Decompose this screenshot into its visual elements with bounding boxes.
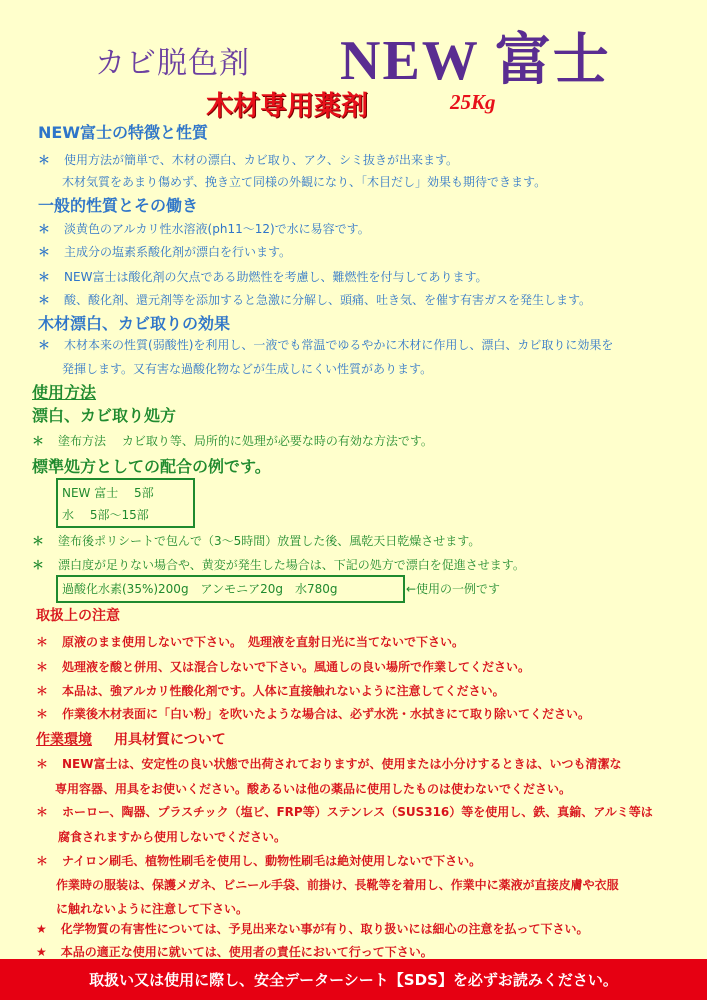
usage-heading: 使用方法 <box>32 383 97 402</box>
effect-heading: 木材漂白、カビ取りの効果 <box>38 314 231 333</box>
general-item-1-text: 淡黄色のアルカリ性水溶液(ph11～12)で水に易容です。 <box>64 222 370 236</box>
effect-line-1 <box>38 336 613 353</box>
environment-item-3-text: ナイロン刷毛、植物性刷毛を使用し、動物性刷毛は絶対使用しないで下さい。 <box>62 854 482 868</box>
bullet-asterisk: ＊ <box>36 707 49 721</box>
caution-item-1 <box>36 633 464 650</box>
star-note-1-text: 化学物質の有害性については、予見出来ない事が有り、取り扱いには細心の注意を払って下さい。 <box>60 922 589 936</box>
star-icon: ★ <box>36 922 47 936</box>
caution-item-4 <box>36 705 590 722</box>
product-name-title: NEW 富士 <box>340 30 611 92</box>
environment-item-3-line-2: 作業時の服装は、保護メガネ、ビニール手袋、前掛け、長靴等を着用し、作業中に薬液が直接皮膚や衣服 <box>56 878 619 892</box>
environment-heading <box>36 729 226 749</box>
environment-item-1-text: NEW富士は、安定性の良い状態で出荷されておりますが、使用または小分けするときは、いつも清潔な <box>62 757 622 771</box>
formula-text: 過酸化水素(35%)200g アンモニア20g 水780g <box>62 582 338 596</box>
caution-item-3-text: 本品は、強アルカリ性酸化剤です。人体に直接触れないように注意してください。 <box>62 684 505 698</box>
star-note-2 <box>36 943 433 960</box>
environment-item-3-line-3: に触れないように注意して下さい。 <box>56 902 249 916</box>
star-icon: ★ <box>36 945 47 959</box>
general-heading: 一般的性質とその働き <box>38 196 199 215</box>
caution-item-2 <box>36 658 530 675</box>
bullet-asterisk: ＊ <box>36 660 49 674</box>
sds-footer-text: 取扱い又は使用に際し、安全データーシート【SDS】を必ずお読みください。 <box>89 971 618 989</box>
general-item-2 <box>38 243 291 260</box>
bullet-asterisk: ＊ <box>36 684 49 698</box>
star-note-2-text: 本品の適正な使用に就いては、使用者の責任において行って下さい。 <box>60 945 433 959</box>
environment-item-2-line-2: 腐食されますから使用しないでください。 <box>58 830 287 844</box>
bullet-asterisk: ＊ <box>32 534 45 548</box>
recipe-line-1: NEW 富士 5部 <box>62 486 154 500</box>
features-item-2: 木材気質をあまり傷めず、挽き立て同様の外観になり、「木目だし」効果も期待できます。 <box>62 175 547 189</box>
environment-heading-a: 作業環境 <box>36 732 92 748</box>
product-category-title: カビ脱色剤 <box>95 46 250 81</box>
usage-subheading: 漂白、カビ取り処方 <box>32 406 177 425</box>
bullet-asterisk: ＊ <box>38 270 51 284</box>
features-item-1-text: 使用方法が簡単で、木材の漂白、カビ取り、アク、シミ抜きが出来ます。 <box>64 153 458 167</box>
caution-item-1-text: 原液のまま使用しないで下さい。 処理液を直射日光に当てないで下さい。 <box>62 635 465 649</box>
caution-heading: 取扱上の注意 <box>36 608 120 624</box>
general-item-1 <box>38 220 370 237</box>
general-item-3-text: NEW富士は酸化剤の欠点である助燃性を考慮し、難燃性を付与してあります。 <box>64 270 488 284</box>
star-note-1 <box>36 920 589 937</box>
environment-item-2 <box>36 803 653 820</box>
caution-item-3 <box>36 682 505 699</box>
general-item-2-text: 主成分の塩素系酸化剤が漂白を行います。 <box>64 245 292 259</box>
bullet-asterisk: ＊ <box>36 854 49 868</box>
general-item-4-text: 酸、酸化剤、還元剤等を添加すると急激に分解し、頭痛、吐き気、を催す有害ガスを発生します。 <box>64 293 592 307</box>
usage-after-2 <box>32 556 525 573</box>
sds-footer-banner <box>0 959 707 1000</box>
bullet-asterisk: ＊ <box>38 245 51 259</box>
recipe-line-2: 水 5部～15部 <box>62 508 149 522</box>
bullet-asterisk: ＊ <box>38 153 51 167</box>
formula-note: ←使用の一例です <box>406 582 501 596</box>
usage-after-2-text: 漂白度が足りない場合や、黄変が発生した場合は、下記の処方で漂白を促進させます。 <box>58 558 525 572</box>
effect-line-1-text: 木材本来の性質(弱酸性)を利用し、一液でも常温でゆるやかに木材に作用し、漂白、カビ取りに効果を <box>64 338 614 352</box>
environment-item-2-text: ホーロー、陶器、プラスチック（塩ビ、FRP等）ステンレス（SUS316）等を使用し、鉄、真鍮、アルミ等は <box>62 805 653 819</box>
product-subtitle: 木材専用薬剤 <box>206 91 368 122</box>
bullet-asterisk: ＊ <box>38 338 51 352</box>
usage-after-1-text: 塗布後ポリシートで包んで（3～5時間）放置した後、風乾天日乾燥させます。 <box>58 534 481 548</box>
bullet-asterisk: ＊ <box>38 293 51 307</box>
general-item-3 <box>38 268 487 285</box>
caution-item-2-text: 処理液を酸と併用、又は混合しないで下さい。風通しの良い場所で作業してください。 <box>62 660 531 674</box>
features-heading: NEW富士の特徴と性質 <box>38 123 208 142</box>
bullet-asterisk: ＊ <box>32 558 45 572</box>
bullet-asterisk: ＊ <box>36 805 49 819</box>
product-weight: 25Kg <box>450 90 496 114</box>
usage-after-1 <box>32 532 480 549</box>
usage-method-text: 塗布方法 カビ取り等、局所的に処理が必要な時の有効な方法です。 <box>58 434 433 448</box>
environment-item-3 <box>36 852 481 869</box>
usage-method <box>32 432 433 449</box>
bullet-asterisk: ＊ <box>36 757 49 771</box>
caution-item-4-text: 作業後木材表面に「白い粉」を吹いたような場合は、必ず水洗・水拭きにて取り除いてください。 <box>62 707 591 721</box>
recipe-heading: 標準処方としての配合の例です。 <box>32 457 271 476</box>
bullet-asterisk: ＊ <box>32 434 45 448</box>
bullet-asterisk: ＊ <box>38 222 51 236</box>
general-item-4 <box>38 291 591 308</box>
environment-heading-b: 用具材質について <box>114 732 226 748</box>
features-item-1 <box>38 151 458 168</box>
environment-item-1-line-2: 専用容器、用具をお使いください。酸あるいは他の薬品に使用したものは使わないでください。 <box>55 782 572 796</box>
environment-item-1 <box>36 755 622 772</box>
bullet-asterisk: ＊ <box>36 635 49 649</box>
effect-line-2: 発揮します。又有害な過酸化物などが生成しにくい性質があります。 <box>62 362 433 376</box>
